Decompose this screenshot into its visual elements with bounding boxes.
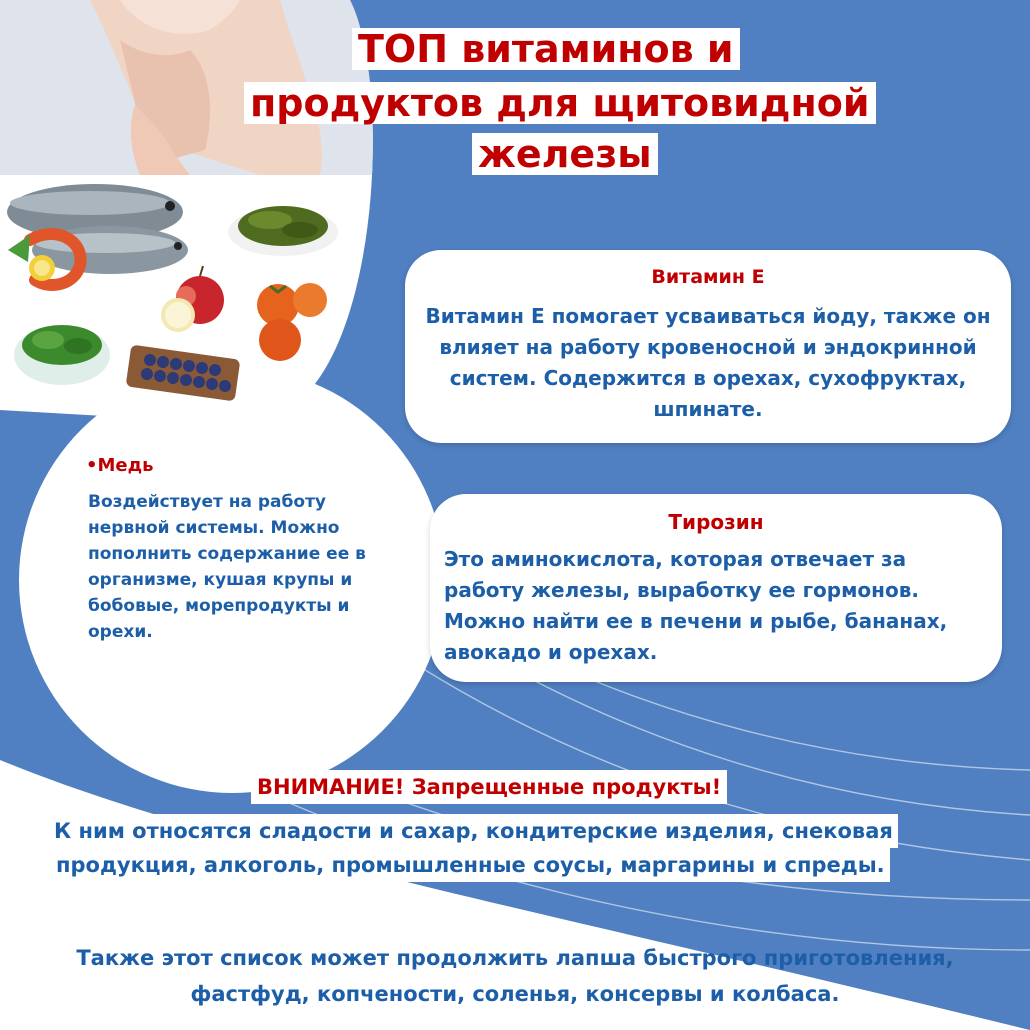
spinach-illustration	[14, 325, 110, 385]
vitamin-e-title: Витамин Е	[651, 266, 765, 288]
warning-line-1: К ним относятся сладости и сахар, кондитерские изделия, снековая	[49, 814, 898, 848]
tyrosine-text: Это аминокислота, которая отвечает за работу железы, выработку ее гормонов. Можно найти ее в печени и рыбе, бананах, авокадо и орехах.	[444, 547, 948, 664]
warning-line-2: продукция, алкоголь, промышленные соусы, маргарины и спреды.	[51, 848, 890, 882]
vitamin-e-card	[405, 250, 1011, 443]
vitamin-e-text: Витамин Е помогает усваиваться йоду, также он влияет на работу кровеносной и эндокринной систем. Содержится в орехах, сухофруктах, шпинате.	[425, 304, 991, 421]
tyrosine-card	[430, 494, 1002, 682]
tyrosine-title: Тирозин	[668, 510, 764, 534]
title-line-1: ТОП витаминов и	[352, 28, 740, 70]
title-line-2: продуктов для щитовидной	[244, 82, 876, 124]
footer-text	[0, 940, 1030, 1012]
footer-line-2: фастфуд, копчености, соленья, консервы и колбаса.	[190, 982, 840, 1006]
footer-line-1: Также этот список может продолжить лапша быстрого приготовления,	[76, 946, 954, 970]
warning-title: ВНИМАНИЕ! Запрещенные продукты!	[251, 770, 727, 804]
copper-title: •Медь	[86, 455, 154, 476]
copper-text: Воздействует на работу нервной системы. Можно пополнить содержание ее в организме, кушая крупы и бобовые, морепродукты и орехи.	[88, 492, 366, 642]
title-line-3: железы	[472, 133, 658, 175]
